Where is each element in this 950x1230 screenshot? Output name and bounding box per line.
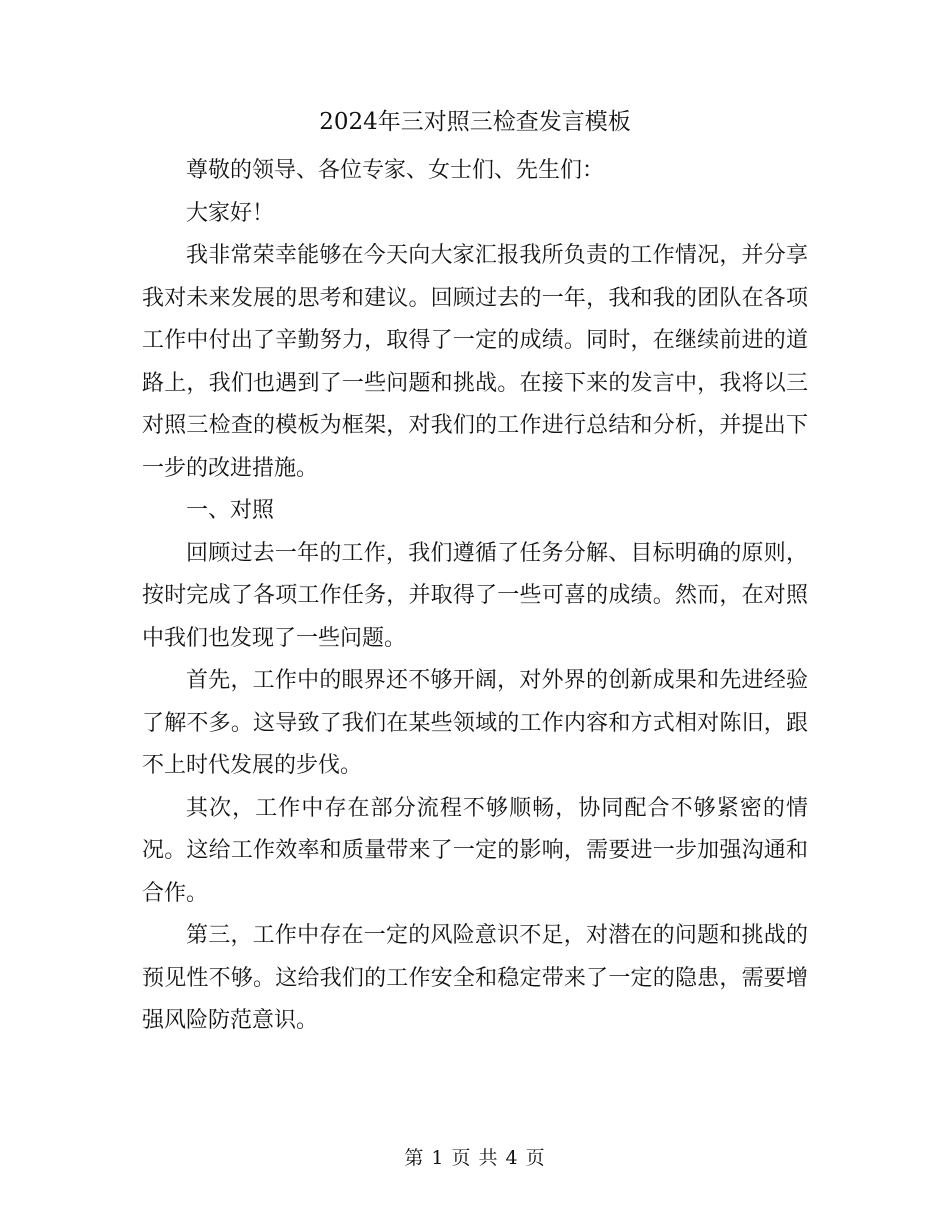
paragraph-introduction: 我非常荣幸能够在今天向大家汇报我所负责的工作情况，并分享我对未来发展的思考和建议。回顾过去的一年，我和我的团队在各项工作中付出了辛勤努力，取得了一定的成绩。同时，在继续前进的道路上，我们也遇到了一些问题和挑战。在接下来的发言中，我将以三对照三检查的模板为框架，对我们的工作进行总结和分析，并提出下一步的改进措施。 xyxy=(142,243,808,481)
paragraph-first-issue: 首先，工作中的眼界还不够开阔，对外界的创新成果和先进经验了解不多。这导致了我们在某些领域的工作内容和方式相对陈旧，跟不上时代发展的步伐。 xyxy=(142,668,808,778)
document-title: 2024年三对照三检查发言模板 xyxy=(319,109,631,135)
paragraph-third-issue: 第三，工作中存在一定的风险意识不足，对潜在的问题和挑战的预见性不够。这给我们的工作安全和稳定带来了一定的隐患，需要增强风险防范意识。 xyxy=(142,923,808,1033)
page-number-footer: 第 1 页 共 4 页 xyxy=(404,1147,546,1169)
section-heading-comparison: 一、对照 xyxy=(186,498,275,523)
paragraph-salutation: 尊敬的领导、各位专家、女士们、先生们： xyxy=(186,158,605,183)
paragraph-greeting: 大家好！ xyxy=(186,200,275,226)
paragraph-review: 回顾过去一年的工作，我们遵循了任务分解、目标明确的原则，按时完成了各项工作任务，并取得了一些可喜的成绩。然而，在对照中我们也发现了一些问题。 xyxy=(142,540,808,651)
paragraph-second-issue: 其次，工作中存在部分流程不够顺畅，协同配合不够紧密的情况。这给工作效率和质量带来了一定的影响，需要进一步加强沟通和合作。 xyxy=(142,795,808,906)
document-body xyxy=(142,150,808,1043)
